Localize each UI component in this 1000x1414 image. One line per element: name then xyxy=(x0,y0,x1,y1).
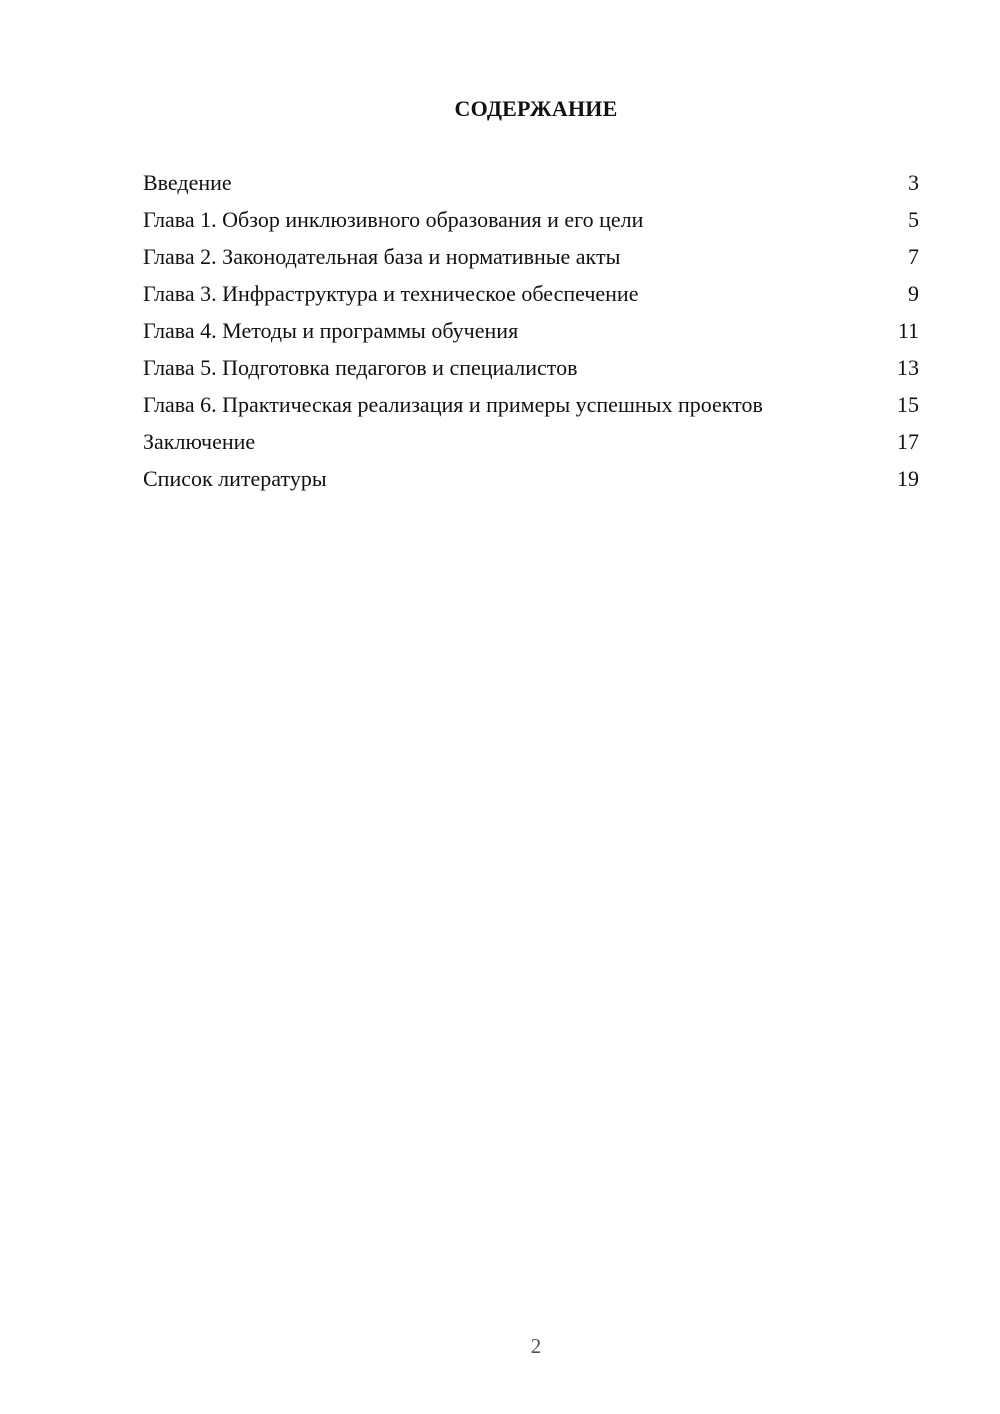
toc-entry-page: 7 xyxy=(908,244,919,269)
page-number: 2 xyxy=(530,1334,542,1358)
toc-entry-references xyxy=(143,466,919,492)
toc-entry-conclusion xyxy=(143,429,919,455)
toc-entry-label: Список литературы xyxy=(143,466,327,491)
toc-entry-label: Глава 5. Подготовка педагогов и специалистов xyxy=(143,355,578,380)
toc-entry-page: 15 xyxy=(897,392,919,417)
toc-entry-chapter-5 xyxy=(143,355,919,381)
toc-entry-page: 17 xyxy=(897,429,919,454)
toc-entry-label: Глава 2. Законодательная база и нормативные акты xyxy=(143,244,621,269)
toc-entry-page: 5 xyxy=(908,207,919,232)
toc-entry-label: Введение xyxy=(143,170,232,195)
toc-title: СОДЕРЖАНИЕ xyxy=(454,96,618,121)
toc-entry-chapter-3 xyxy=(143,281,919,307)
table-of-contents xyxy=(143,170,919,503)
toc-entry-page: 3 xyxy=(908,170,919,195)
toc-entry-label: Глава 4. Методы и программы обучения xyxy=(143,318,519,343)
toc-entry-introduction xyxy=(143,170,919,196)
toc-entry-page: 13 xyxy=(897,355,919,380)
toc-entry-label: Глава 6. Практическая реализация и примеры успешных проектов xyxy=(143,392,763,417)
toc-entry-page: 11 xyxy=(897,318,919,343)
toc-entry-page: 19 xyxy=(897,466,919,491)
toc-entry-chapter-6 xyxy=(143,392,919,418)
toc-entry-label: Глава 3. Инфраструктура и техническое обеспечение xyxy=(143,281,639,306)
toc-entry-chapter-2 xyxy=(143,244,919,270)
toc-entry-chapter-1 xyxy=(143,207,919,233)
toc-entry-page: 9 xyxy=(908,281,919,306)
toc-entry-label: Глава 1. Обзор инклюзивного образования и его цели xyxy=(143,207,644,232)
toc-entry-chapter-4 xyxy=(143,318,919,344)
toc-entry-label: Заключение xyxy=(143,429,256,454)
